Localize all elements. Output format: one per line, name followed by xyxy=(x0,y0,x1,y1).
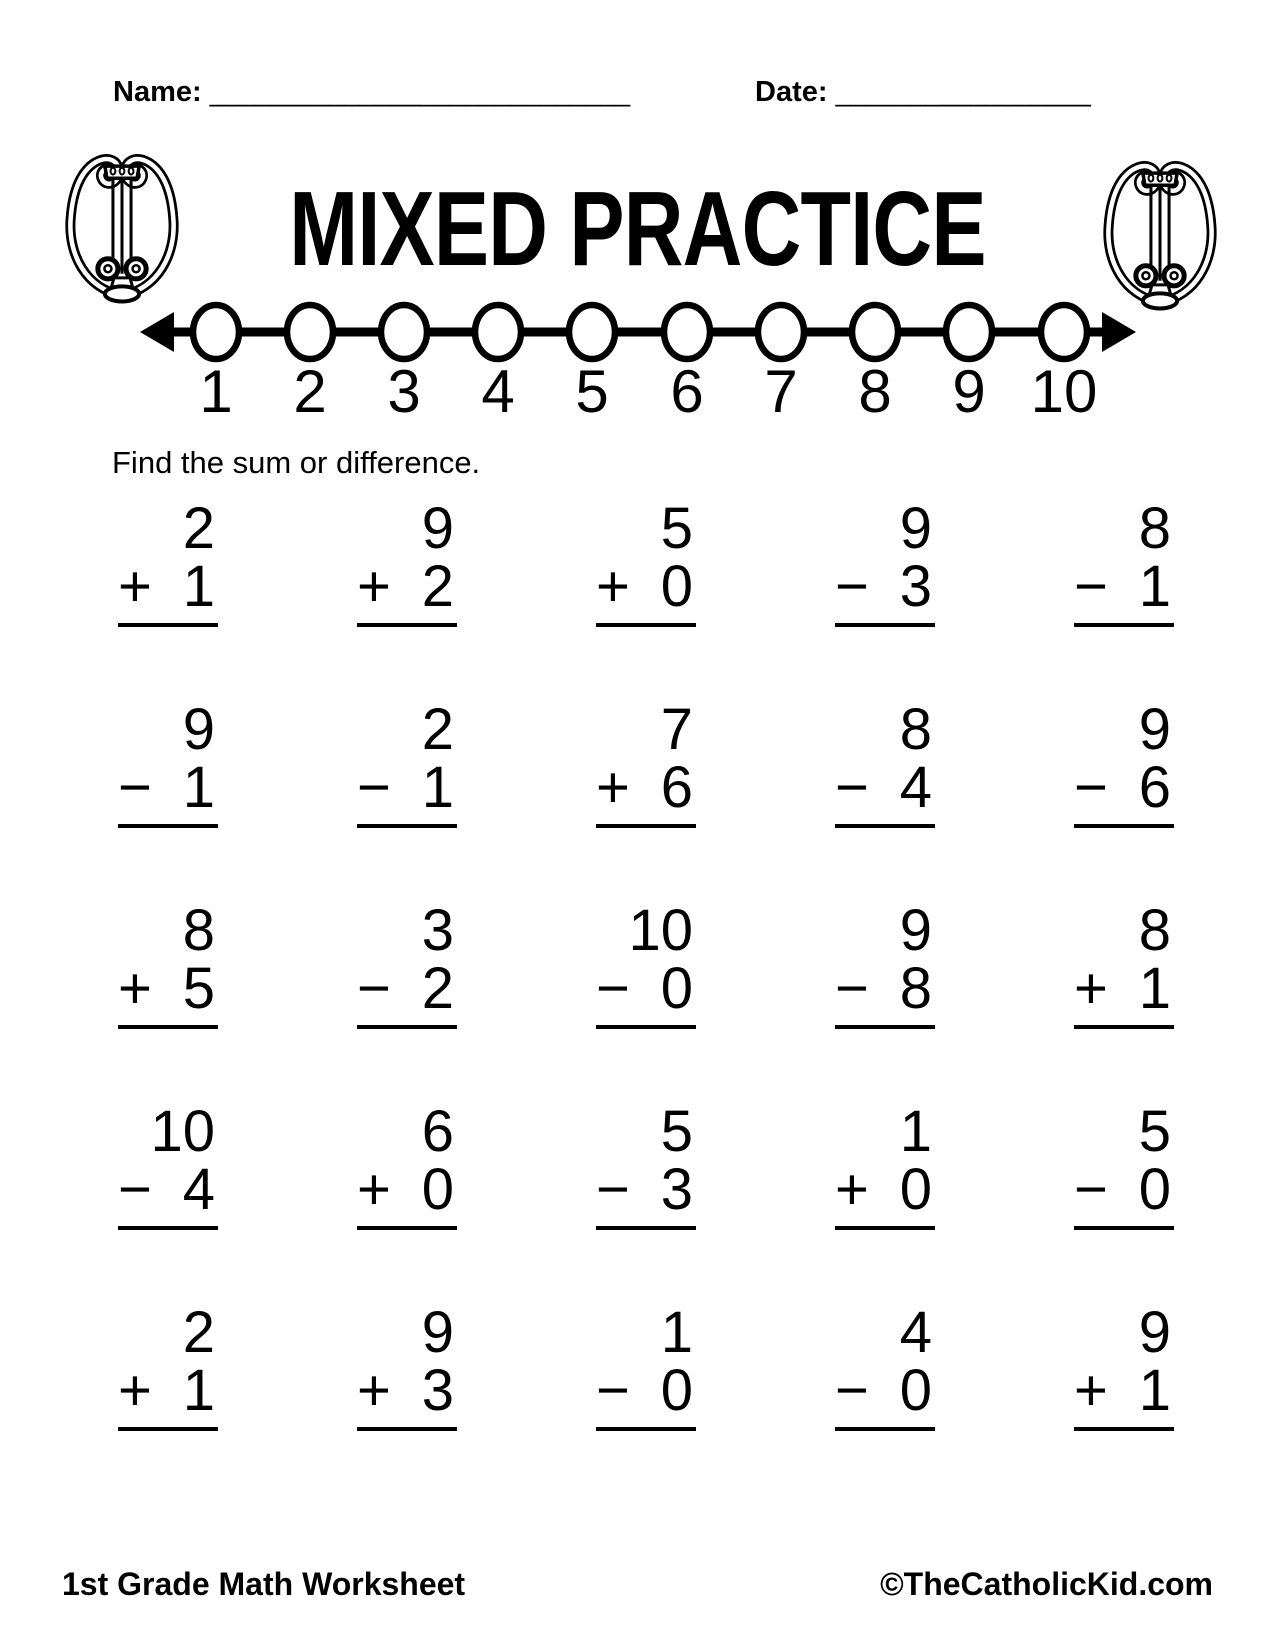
number-line-label: 9 xyxy=(952,358,986,420)
operator: − xyxy=(357,755,391,820)
answer-line xyxy=(118,1025,218,1029)
problem-cell xyxy=(118,1300,218,1431)
top-number: 10 xyxy=(628,898,693,963)
answer-line xyxy=(835,1427,935,1431)
left-arrow-icon xyxy=(140,312,174,352)
top-number: 10 xyxy=(150,1099,215,1164)
operator: − xyxy=(357,956,391,1021)
operator: − xyxy=(118,755,152,820)
bottom-number: 1 xyxy=(421,755,454,820)
problem-cell xyxy=(118,1099,218,1230)
operator: − xyxy=(835,755,869,820)
top-number: 5 xyxy=(660,1099,693,1164)
answer-line xyxy=(118,824,218,828)
bottom-number: 1 xyxy=(1138,956,1171,1021)
bottom-number: 0 xyxy=(660,554,693,619)
bottom-number: 0 xyxy=(1138,1157,1171,1222)
top-number: 9 xyxy=(421,1300,454,1365)
problem-cell xyxy=(835,1300,935,1431)
operator: − xyxy=(1074,1157,1108,1222)
footer xyxy=(62,1566,1213,1603)
problem-cell xyxy=(596,496,696,627)
problem-cell xyxy=(1074,697,1174,828)
operator: − xyxy=(596,956,630,1021)
problem-cell xyxy=(357,1099,457,1230)
answer-line xyxy=(835,1226,935,1230)
problem-cell xyxy=(118,496,218,627)
operator: + xyxy=(357,1358,391,1423)
right-arrow-icon xyxy=(1102,312,1136,352)
top-number: 8 xyxy=(182,898,215,963)
top-number: 3 xyxy=(421,898,454,963)
name-field xyxy=(113,76,630,109)
top-number: 9 xyxy=(899,898,932,963)
name-label: Name: xyxy=(113,76,202,108)
answer-line xyxy=(835,1025,935,1029)
title-row xyxy=(0,170,1275,288)
problems-grid xyxy=(118,496,1174,1431)
answer-line xyxy=(596,1427,696,1431)
problem-cell xyxy=(835,697,935,828)
top-number: 9 xyxy=(182,697,215,762)
operator: + xyxy=(1074,956,1108,1021)
bottom-number: 0 xyxy=(899,1157,932,1222)
top-number: 9 xyxy=(899,496,932,561)
bottom-number: 1 xyxy=(182,1358,215,1423)
top-number: 5 xyxy=(1138,1099,1171,1164)
answer-line xyxy=(1074,1025,1174,1029)
bottom-number: 3 xyxy=(660,1157,693,1222)
answer-line xyxy=(596,623,696,627)
operator: − xyxy=(835,956,869,1021)
bottom-number: 1 xyxy=(182,755,215,820)
top-number: 7 xyxy=(660,697,693,762)
number-line-label: 3 xyxy=(387,358,421,420)
bottom-number: 2 xyxy=(421,554,454,619)
number-line-label: 1 xyxy=(199,358,233,420)
operator: + xyxy=(118,956,152,1021)
answer-line xyxy=(596,1226,696,1230)
problem-cell xyxy=(835,496,935,627)
answer-line xyxy=(1074,623,1174,627)
bottom-number: 8 xyxy=(899,956,932,1021)
date-field xyxy=(755,76,1091,109)
problem-cell xyxy=(1074,898,1174,1029)
bottom-number: 3 xyxy=(899,554,932,619)
top-number: 9 xyxy=(421,496,454,561)
problem-cell xyxy=(118,898,218,1029)
operator: + xyxy=(357,554,391,619)
bottom-number: 4 xyxy=(899,755,932,820)
number-line-label: 6 xyxy=(670,358,704,420)
operator: − xyxy=(596,1358,630,1423)
problem-cell xyxy=(1074,1099,1174,1230)
operator: + xyxy=(596,755,630,820)
bottom-number: 1 xyxy=(182,554,215,619)
instruction-text: Find the sum or difference. xyxy=(112,445,481,480)
top-number: 2 xyxy=(182,1300,215,1365)
operator: + xyxy=(596,554,630,619)
answer-line xyxy=(357,1025,457,1029)
answer-line xyxy=(357,1427,457,1431)
bottom-number: 1 xyxy=(1138,1358,1171,1423)
bottom-number: 6 xyxy=(660,755,693,820)
top-number: 5 xyxy=(660,496,693,561)
answer-line xyxy=(118,623,218,627)
answer-line xyxy=(596,1025,696,1029)
operator: − xyxy=(835,1358,869,1423)
top-number: 4 xyxy=(899,1300,932,1365)
top-number: 9 xyxy=(1138,1300,1171,1365)
answer-line xyxy=(596,824,696,828)
top-number: 8 xyxy=(1138,496,1171,561)
number-line-label: 2 xyxy=(293,358,327,420)
problem-cell xyxy=(596,1099,696,1230)
top-number: 8 xyxy=(899,697,932,762)
problem-cell xyxy=(357,496,457,627)
problem-cell xyxy=(357,898,457,1029)
top-number: 1 xyxy=(660,1300,693,1365)
bottom-number: 5 xyxy=(182,956,215,1021)
operator: − xyxy=(835,554,869,619)
bottom-number: 0 xyxy=(899,1358,932,1423)
problem-cell xyxy=(357,1300,457,1431)
problem-cell xyxy=(1074,1300,1174,1431)
bottom-number: 2 xyxy=(421,956,454,1021)
bottom-number: 0 xyxy=(660,956,693,1021)
answer-line xyxy=(1074,1226,1174,1230)
bottom-number: 3 xyxy=(421,1358,454,1423)
name-blank-line: ____________________________ xyxy=(209,77,631,107)
operator: + xyxy=(1074,1358,1108,1423)
number-line xyxy=(138,298,1138,420)
date-blank-line: _________________ xyxy=(835,77,1091,107)
answer-line xyxy=(835,623,935,627)
bottom-number: 0 xyxy=(421,1157,454,1222)
problem-cell xyxy=(596,697,696,828)
number-line-label: 5 xyxy=(575,358,609,420)
answer-line xyxy=(1074,1427,1174,1431)
operator: − xyxy=(118,1157,152,1222)
problem-cell xyxy=(596,898,696,1029)
answer-line xyxy=(118,1226,218,1230)
bottom-number: 6 xyxy=(1138,755,1171,820)
number-line-label: 4 xyxy=(481,358,515,420)
date-label: Date: xyxy=(755,76,828,108)
top-number: 6 xyxy=(421,1099,454,1164)
operator: − xyxy=(1074,755,1108,820)
top-number: 9 xyxy=(1138,697,1171,762)
number-line-label: 7 xyxy=(764,358,798,420)
top-number: 8 xyxy=(1138,898,1171,963)
operator: + xyxy=(118,554,152,619)
problem-cell xyxy=(1074,496,1174,627)
top-number: 2 xyxy=(421,697,454,762)
operator: + xyxy=(357,1157,391,1222)
answer-line xyxy=(118,1427,218,1431)
bottom-number: 0 xyxy=(660,1358,693,1423)
operator: + xyxy=(118,1358,152,1423)
operator: − xyxy=(596,1157,630,1222)
problem-cell xyxy=(835,898,935,1029)
number-line-label: 10 xyxy=(1030,358,1098,420)
answer-line xyxy=(1074,824,1174,828)
problem-cell xyxy=(835,1099,935,1230)
top-number: 2 xyxy=(182,496,215,561)
answer-line xyxy=(357,824,457,828)
problem-cell xyxy=(596,1300,696,1431)
problem-cell xyxy=(357,697,457,828)
footer-right-text: ©TheCatholicKid.com xyxy=(880,1566,1213,1602)
footer-left-text: 1st Grade Math Worksheet xyxy=(62,1566,466,1602)
problem-cell xyxy=(118,697,218,828)
operator: + xyxy=(835,1157,869,1222)
answer-line xyxy=(835,824,935,828)
operator: − xyxy=(1074,554,1108,619)
answer-line xyxy=(357,623,457,627)
bottom-number: 4 xyxy=(182,1157,215,1222)
top-number: 1 xyxy=(899,1099,932,1164)
page-title: MIXED PRACTICE xyxy=(289,170,986,288)
answer-line xyxy=(357,1226,457,1230)
number-line-label: 8 xyxy=(858,358,892,420)
bottom-number: 1 xyxy=(1138,554,1171,619)
